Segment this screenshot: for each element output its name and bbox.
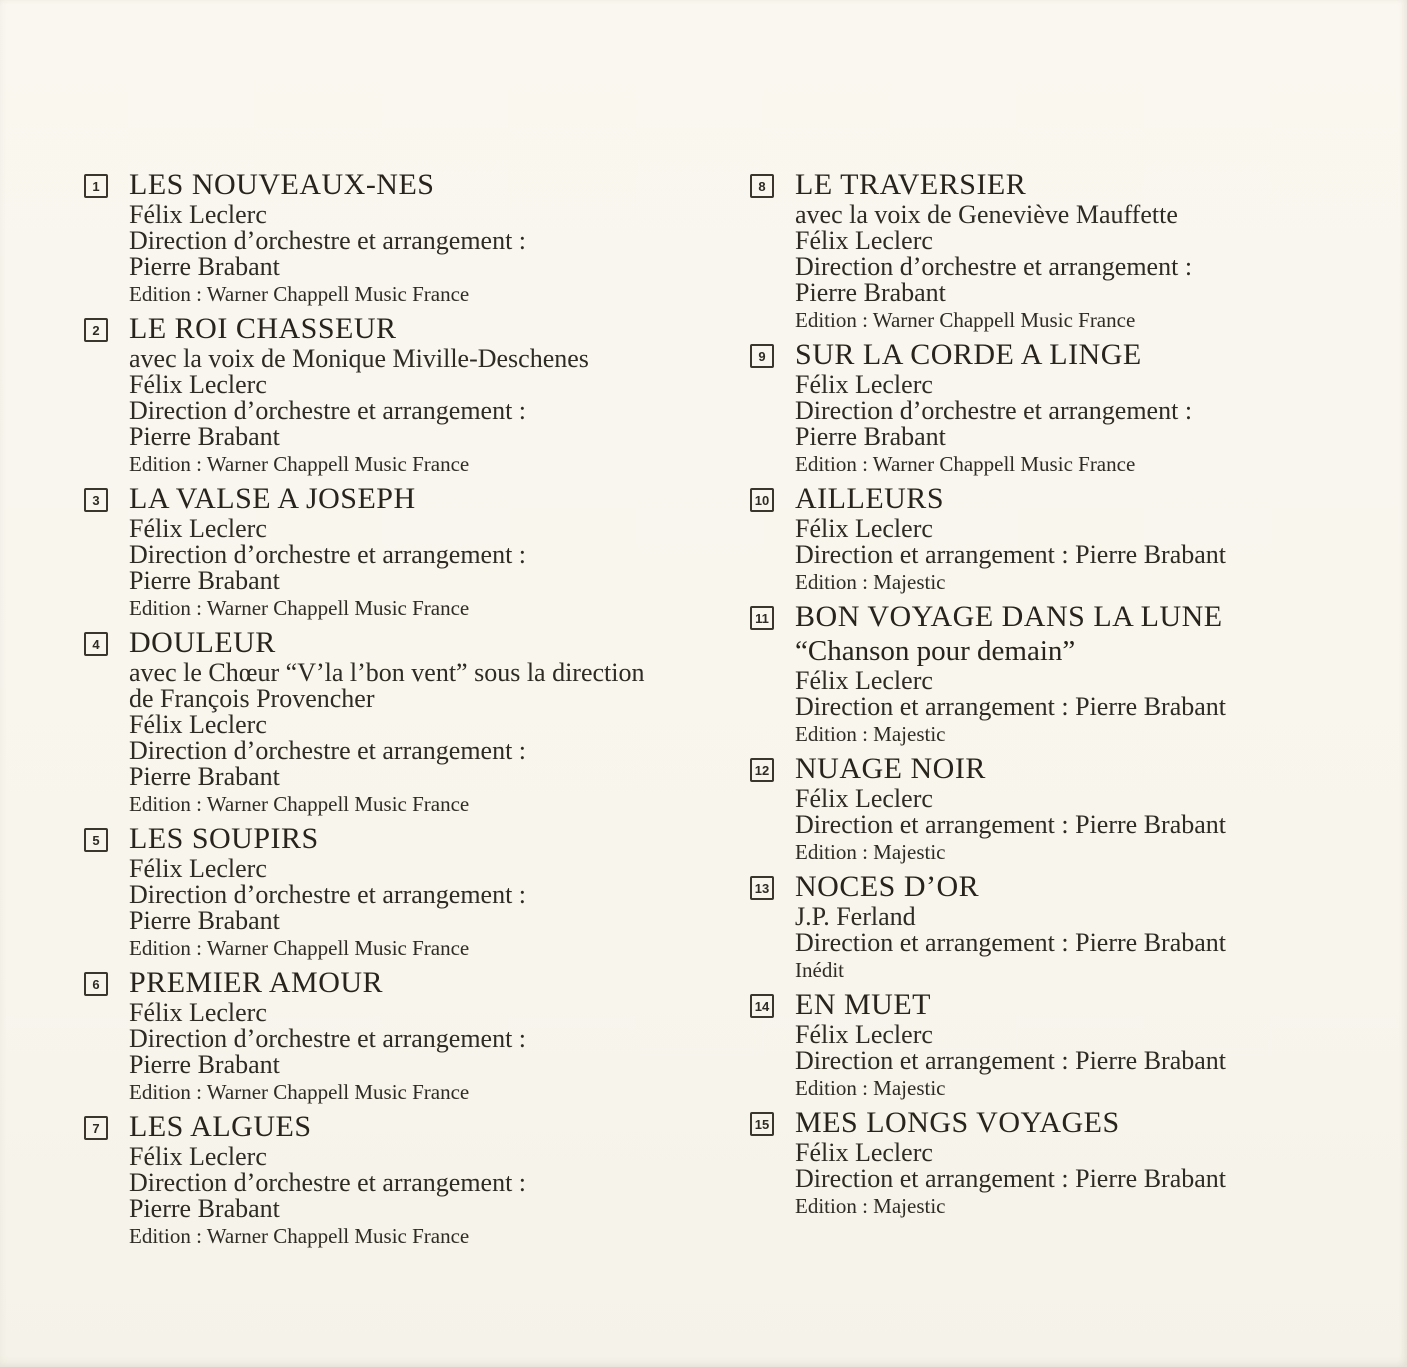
track-credit-line: de François Provencher — [129, 684, 375, 713]
track-text-block — [795, 752, 1377, 864]
track-item — [750, 870, 1377, 982]
track-number-badge: 15 — [750, 1112, 774, 1136]
track-credit-line: Pierre Brabant — [129, 252, 280, 281]
track-credit-line: Félix Leclerc — [795, 1020, 933, 1049]
track-item — [750, 1106, 1377, 1218]
track-title: SUR LA CORDE A LINGE — [795, 338, 1142, 371]
track-item — [84, 168, 709, 306]
track-credit-line: Direction d’orchestre et arrangement : — [795, 396, 1193, 425]
track-edition-line: Edition : Majestic — [795, 1194, 946, 1218]
track-credit-line: Direction et arrangement : Pierre Brabant — [795, 692, 1226, 721]
track-text-block — [129, 1110, 709, 1248]
track-item — [750, 988, 1377, 1100]
track-credit-line: Félix Leclerc — [129, 1142, 267, 1171]
track-credits — [129, 1000, 709, 1078]
track-text-block — [129, 168, 709, 306]
track-text-block — [795, 168, 1377, 332]
track-credit-line: avec la voix de Geneviève Mauffette — [795, 200, 1178, 229]
track-credit-line: Pierre Brabant — [129, 566, 280, 595]
track-text-block — [129, 966, 709, 1104]
track-item — [750, 600, 1377, 746]
track-credit-line: Direction d’orchestre et arrangement : — [129, 226, 527, 255]
track-title: LE TRAVERSIER — [795, 168, 1027, 201]
track-credits — [795, 668, 1377, 720]
track-credit-line: Félix Leclerc — [795, 1138, 933, 1167]
track-edition-line: Edition : Majestic — [795, 570, 946, 594]
track-credit-line: avec le Chœur “V’la l’bon vent” sous la direction — [129, 658, 645, 687]
track-credit-line: Pierre Brabant — [795, 422, 946, 451]
track-edition-line: Edition : Warner Chappell Music France — [129, 282, 470, 306]
track-title: LES SOUPIRS — [129, 822, 319, 855]
track-title: BON VOYAGE DANS LA LUNE — [795, 600, 1223, 633]
track-edition-line: Inédit — [795, 958, 844, 982]
track-credit-line: Félix Leclerc — [129, 998, 267, 1027]
track-number-badge: 9 — [750, 344, 774, 368]
track-edition-line: Edition : Majestic — [795, 722, 946, 746]
track-edition-line: Edition : Majestic — [795, 840, 946, 864]
track-text-block — [129, 482, 709, 620]
track-credit-line: Félix Leclerc — [129, 514, 267, 543]
track-item — [84, 626, 709, 816]
track-credits — [795, 516, 1377, 568]
track-credit-line: Pierre Brabant — [129, 906, 280, 935]
track-credit-line: Direction d’orchestre et arrangement : — [129, 880, 527, 909]
track-number-badge: 13 — [750, 876, 774, 900]
track-credit-line: Félix Leclerc — [129, 200, 267, 229]
track-credit-line: Direction et arrangement : Pierre Brabant — [795, 1046, 1226, 1075]
track-number-badge: 7 — [84, 1116, 108, 1140]
track-credit-line: Direction d’orchestre et arrangement : — [795, 252, 1193, 281]
track-credit-line: Direction et arrangement : Pierre Brabant — [795, 928, 1226, 957]
track-text-block — [795, 482, 1377, 594]
track-credits — [795, 202, 1377, 306]
track-text-block — [795, 338, 1377, 476]
track-credit-line: Direction et arrangement : Pierre Brabant — [795, 540, 1226, 569]
track-credits — [129, 1144, 709, 1222]
track-edition-line: Edition : Warner Chappell Music France — [129, 452, 470, 476]
track-title: PREMIER AMOUR — [129, 966, 384, 999]
track-edition-line: Edition : Warner Chappell Music France — [795, 452, 1136, 476]
track-text-block — [795, 1106, 1377, 1218]
track-text-block — [129, 822, 709, 960]
track-edition-line: Edition : Warner Chappell Music France — [129, 936, 470, 960]
track-credits — [795, 1022, 1377, 1074]
track-title: AILLEURS — [795, 482, 945, 515]
track-item — [750, 168, 1377, 332]
track-title: DOULEUR — [129, 626, 276, 659]
track-text-block — [795, 600, 1377, 746]
track-item — [84, 482, 709, 620]
track-number-badge: 2 — [84, 318, 108, 342]
tracklist-column-right — [750, 168, 1377, 1254]
track-title: LE ROI CHASSEUR — [129, 312, 397, 345]
track-title: LA VALSE A JOSEPH — [129, 482, 416, 515]
track-text-block — [795, 988, 1377, 1100]
track-item — [84, 1110, 709, 1248]
track-credit-line: Félix Leclerc — [795, 226, 933, 255]
track-title: NOCES D’OR — [795, 870, 980, 903]
track-number-badge: 12 — [750, 758, 774, 782]
track-credit-line: Félix Leclerc — [129, 710, 267, 739]
track-number-badge: 1 — [84, 174, 108, 198]
track-subtitle: “Chanson pour demain” — [795, 635, 1076, 667]
track-number-badge: 14 — [750, 994, 774, 1018]
track-number-badge: 4 — [84, 632, 108, 656]
track-credits — [795, 1140, 1377, 1192]
track-title: NUAGE NOIR — [795, 752, 986, 785]
track-credit-line: Direction et arrangement : Pierre Brabant — [795, 1164, 1226, 1193]
track-text-block — [129, 312, 709, 476]
track-text-block — [129, 626, 709, 816]
track-item — [750, 752, 1377, 864]
track-edition-line: Edition : Warner Chappell Music France — [129, 1080, 470, 1104]
track-credit-line: Direction d’orchestre et arrangement : — [129, 540, 527, 569]
track-credit-line: Pierre Brabant — [129, 762, 280, 791]
track-item — [84, 312, 709, 476]
track-title: EN MUET — [795, 988, 931, 1021]
track-number-badge: 8 — [750, 174, 774, 198]
track-number-badge: 10 — [750, 488, 774, 512]
track-credit-line: Félix Leclerc — [795, 666, 933, 695]
track-item — [750, 338, 1377, 476]
track-credits — [129, 660, 709, 790]
track-credit-line: Pierre Brabant — [129, 1050, 280, 1079]
track-edition-line: Edition : Warner Chappell Music France — [129, 596, 470, 620]
track-number-badge: 11 — [750, 606, 774, 630]
track-item — [84, 822, 709, 960]
track-credits — [129, 202, 709, 280]
track-credit-line: Pierre Brabant — [129, 422, 280, 451]
track-credits — [129, 856, 709, 934]
track-credit-line: Félix Leclerc — [795, 370, 933, 399]
track-credit-line: Félix Leclerc — [129, 854, 267, 883]
track-credits — [795, 904, 1377, 956]
track-credits — [129, 516, 709, 594]
track-credits — [795, 372, 1377, 450]
track-item — [750, 482, 1377, 594]
track-credit-line: Félix Leclerc — [795, 784, 933, 813]
track-credit-line: Pierre Brabant — [129, 1194, 280, 1223]
track-number-badge: 5 — [84, 828, 108, 852]
track-credits — [129, 346, 709, 450]
track-number-badge: 3 — [84, 488, 108, 512]
track-credit-line: Direction d’orchestre et arrangement : — [129, 1168, 527, 1197]
track-text-block — [795, 870, 1377, 982]
track-edition-line: Edition : Warner Chappell Music France — [795, 308, 1136, 332]
track-credit-line: Félix Leclerc — [129, 370, 267, 399]
tracklist-column-left — [84, 168, 709, 1254]
track-credits — [795, 786, 1377, 838]
track-edition-line: Edition : Majestic — [795, 1076, 946, 1100]
track-credit-line: Pierre Brabant — [795, 278, 946, 307]
track-credit-line: Direction d’orchestre et arrangement : — [129, 736, 527, 765]
track-credit-line: Félix Leclerc — [795, 514, 933, 543]
track-credit-line: Direction d’orchestre et arrangement : — [129, 396, 527, 425]
track-title: LES NOUVEAUX-NES — [129, 168, 435, 201]
track-title: MES LONGS VOYAGES — [795, 1106, 1120, 1139]
track-number-badge: 6 — [84, 972, 108, 996]
track-edition-line: Edition : Warner Chappell Music France — [129, 792, 470, 816]
track-edition-line: Edition : Warner Chappell Music France — [129, 1224, 470, 1248]
track-credit-line: J.P. Ferland — [795, 902, 916, 931]
track-credit-line: Direction et arrangement : Pierre Brabant — [795, 810, 1226, 839]
track-item — [84, 966, 709, 1104]
track-credit-line: Direction d’orchestre et arrangement : — [129, 1024, 527, 1053]
track-title: LES ALGUES — [129, 1110, 312, 1143]
track-credit-line: avec la voix de Monique Miville-Deschenes — [129, 344, 589, 373]
